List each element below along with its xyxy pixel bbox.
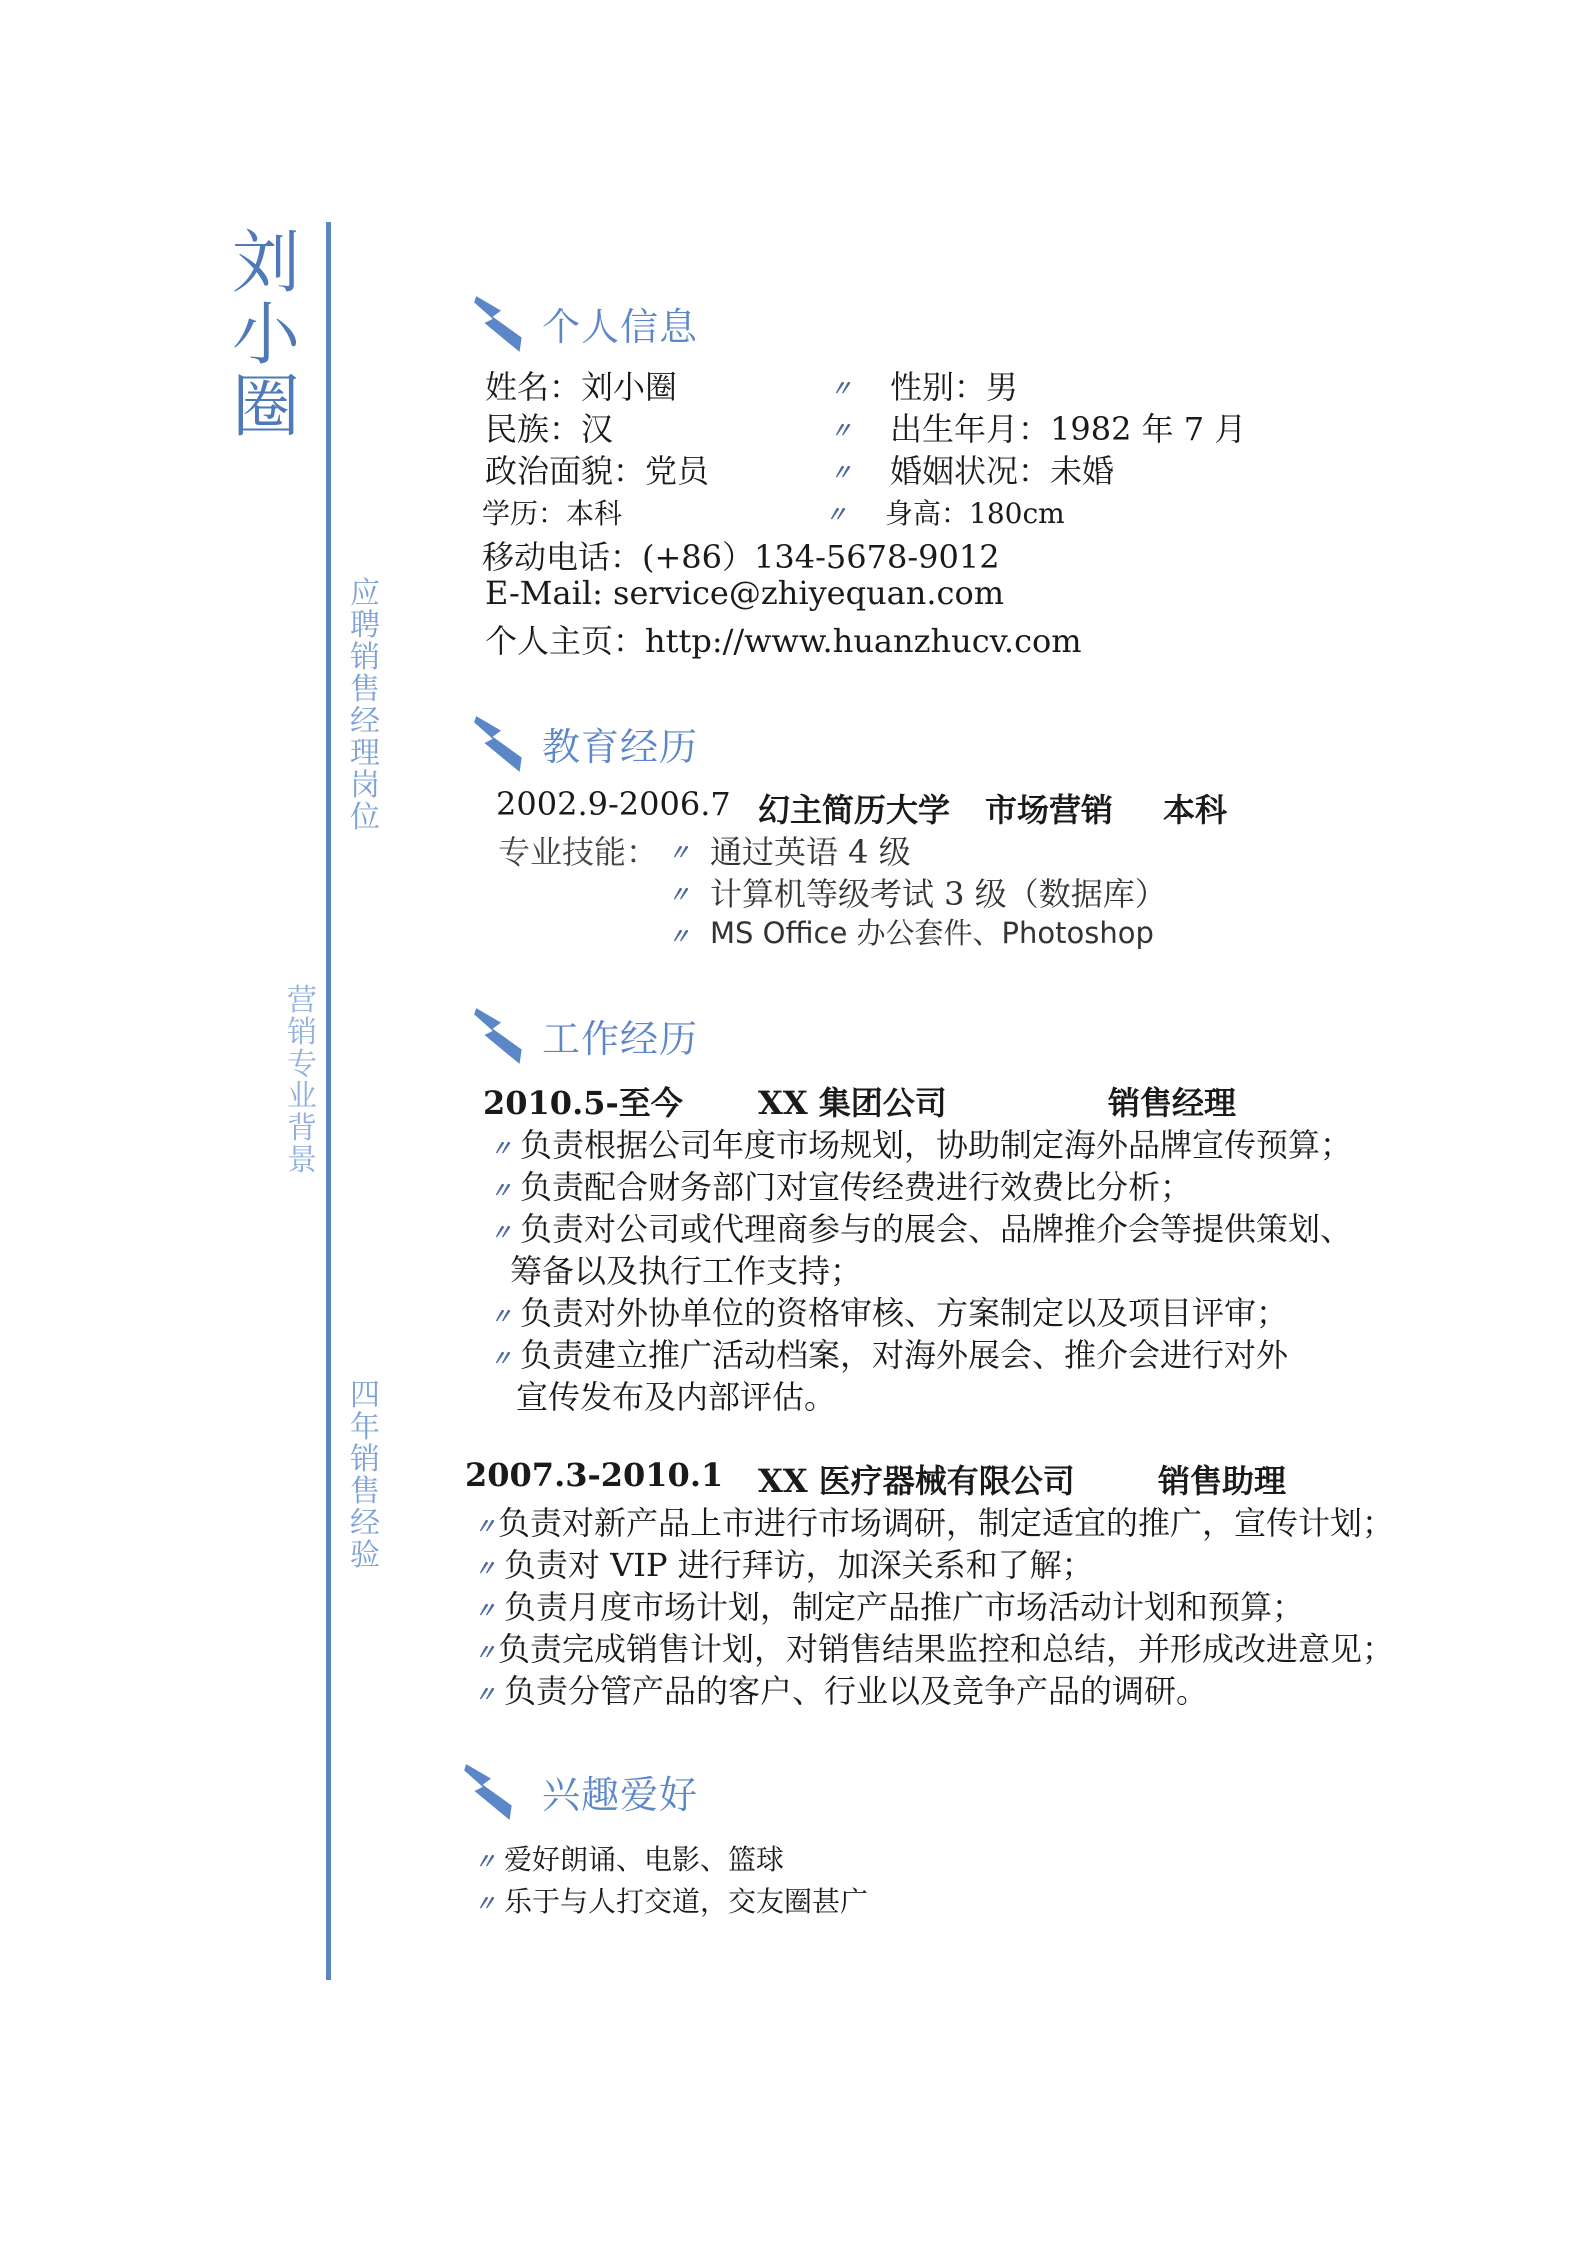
skill-item: 计算机等级考试 3 级（数据库）: [710, 875, 1167, 913]
section-title: 教育经历: [542, 724, 699, 769]
job-company: XX 集团公司: [758, 1084, 947, 1122]
lightning-icon: [470, 292, 532, 354]
info-politics: 政治面貌：党员: [485, 452, 710, 490]
lightning-icon: [470, 712, 532, 774]
bullet-mark: 〃: [490, 1137, 513, 1162]
section-title: 个人信息: [542, 304, 699, 349]
hobby-item: 〃 爱好朗诵、电影、篮球: [474, 1843, 785, 1876]
duty-item: 〃 负责分管产品的客户、行业以及竞争产品的调研。: [474, 1672, 1209, 1710]
section-title: 工作经历: [542, 1016, 699, 1061]
info-education: 学历：本科: [482, 497, 623, 530]
section-header-hobbies: [460, 1760, 698, 1822]
info-name: 姓名：刘小圈: [485, 368, 678, 406]
bullet-mark: 〃: [490, 1347, 513, 1372]
bullet-mark: 〃: [490, 1179, 513, 1204]
info-height: 身高：180cm: [885, 497, 1065, 530]
duty-item: 〃 负责对外协单位的资格审核、方案制定以及项目评审；: [490, 1294, 1289, 1332]
info-phone: 移动电话：(+86）134-5678-9012: [482, 538, 1000, 576]
bullet-mark: 〃: [830, 419, 853, 444]
bullet-mark: 〃: [668, 841, 691, 866]
bullet-mark: 〃: [490, 1305, 513, 1330]
bullet-mark: 〃: [830, 461, 853, 486]
section-title: 兴趣爱好: [542, 1772, 699, 1817]
skills-label: 专业技能：: [498, 833, 659, 871]
hobby-item: 〃 乐于与人打交道，交友圈甚广: [474, 1885, 869, 1918]
bullet-mark: 〃: [474, 1892, 497, 1917]
info-birth: 出生年月：1982 年 7 月: [890, 410, 1247, 448]
bullet-mark: 〃: [668, 925, 691, 950]
candidate-name: 刘小圈: [231, 224, 300, 447]
info-homepage: 个人主页：http://www.huanzhucv.com: [485, 622, 1082, 660]
job-period: 2007.3-2010.1: [465, 1456, 724, 1494]
info-ethnicity: 民族：汉: [485, 410, 614, 448]
bullet-mark: 〃: [825, 503, 848, 528]
bullet-mark: 〃: [474, 1557, 497, 1582]
job-period: 2010.5-至今: [483, 1084, 683, 1122]
info-email: E-Mail: service@zhiyequan.com: [485, 574, 1005, 612]
bullet-mark: 〃: [474, 1850, 497, 1875]
side-label-experience: 四年销售经验: [350, 1378, 380, 1573]
side-label-position: 应聘销售经理岗位: [350, 576, 380, 835]
job-role: 销售经理: [1108, 1084, 1237, 1122]
bullet-mark: 〃: [474, 1515, 497, 1540]
duty-item-continued: 筹备以及执行工作支持；: [510, 1252, 863, 1290]
duty-item: 〃负责对新产品上市进行市场调研，制定适宜的推广，宣传计划；: [474, 1504, 1395, 1542]
duty-item: 〃负责完成销售计划，对销售结果监控和总结，并形成改进意见；: [474, 1630, 1395, 1668]
bullet-mark: 〃: [668, 883, 691, 908]
duty-item: 〃 负责根据公司年度市场规划，协助制定海外品牌宣传预算；: [490, 1126, 1353, 1164]
timeline-divider: [326, 222, 331, 1980]
bullet-mark: 〃: [474, 1683, 497, 1708]
skill-item: MS Office 办公套件、Photoshop: [710, 916, 1154, 950]
info-marital: 婚姻状况：未婚: [890, 452, 1115, 490]
job-company: XX 医疗器械有限公司: [758, 1462, 1075, 1500]
info-gender: 性别：男: [890, 368, 1019, 406]
bullet-mark: 〃: [474, 1641, 497, 1666]
bullet-mark: 〃: [490, 1221, 513, 1246]
edu-period: 2002.9-2006.7: [496, 785, 731, 823]
duty-item: 〃 负责对公司或代理商参与的展会、品牌推介会等提供策划、: [490, 1210, 1353, 1248]
edu-degree: 本科: [1163, 791, 1228, 829]
bullet-mark: 〃: [474, 1599, 497, 1624]
duty-item: 〃 负责建立推广活动档案，对海外展会、推介会进行对外: [490, 1336, 1289, 1374]
duty-item: 〃 负责月度市场计划，制定产品推广市场活动计划和预算；: [474, 1588, 1305, 1626]
duty-item: 〃 负责对 VIP 进行拜访，加深关系和了解；: [474, 1546, 1094, 1584]
section-header-education: [470, 712, 698, 774]
duty-item: 〃 负责配合财务部门对宣传经费进行效费比分析；: [490, 1168, 1193, 1206]
duty-item-continued: 宣传发布及内部评估。: [516, 1378, 837, 1416]
section-header-work: [470, 1004, 698, 1066]
skill-item: 通过英语 4 级: [710, 833, 911, 871]
job-role: 销售助理: [1158, 1462, 1287, 1500]
lightning-icon: [460, 1760, 522, 1822]
side-label-background: 营销专业背景: [287, 983, 317, 1178]
edu-major: 市场营销: [985, 791, 1114, 829]
edu-school: 幻主简历大学: [758, 791, 951, 829]
bullet-mark: 〃: [830, 377, 853, 402]
lightning-icon: [470, 1004, 532, 1066]
section-header-personal: [470, 292, 698, 354]
